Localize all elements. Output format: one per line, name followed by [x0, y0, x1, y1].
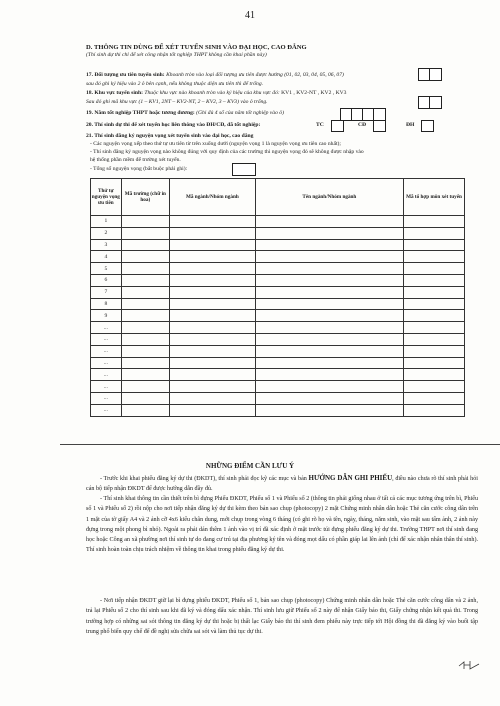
table-row [91, 333, 465, 345]
subject-combo-cell[interactable] [404, 239, 465, 251]
school-code-cell[interactable] [121, 263, 169, 275]
school-code-cell[interactable] [121, 322, 169, 334]
note-paragraph-1 [86, 473, 478, 495]
subject-combo-cell[interactable] [404, 322, 465, 334]
q20-label: 20. Thí sinh dự thi để xét tuyển học liên thông vào ĐH/CĐ, đã tốt nghiệp: [86, 122, 261, 128]
table-row [91, 310, 465, 322]
subject-combo-cell[interactable] [404, 404, 465, 416]
major-name-cell[interactable] [255, 298, 403, 310]
major-name-cell[interactable] [255, 381, 403, 393]
divider [60, 444, 500, 445]
major-name-cell[interactable] [255, 227, 403, 239]
q18-label: 18. Khu vực tuyển sinh: [86, 90, 143, 96]
major-code-cell[interactable] [169, 263, 255, 275]
table-row [91, 251, 465, 263]
q19-line [86, 110, 284, 116]
q18-line [86, 90, 346, 96]
q19-label: 19. Năm tốt nghiệp THPT hoặc tương đương: [86, 110, 195, 116]
major-name-cell[interactable] [255, 345, 403, 357]
school-code-cell[interactable] [121, 345, 169, 357]
major-code-cell[interactable] [169, 274, 255, 286]
school-code-cell[interactable] [121, 298, 169, 310]
choices-table-body [91, 216, 465, 417]
q17-line2: sau đó ghi ký hiệu vào 2 ô bên cạnh, nếu không thuộc diện ưu tiên thì để trống. [86, 81, 264, 87]
col-header-school-code: Mã trường (chữ in hoa) [121, 179, 169, 216]
table-row [91, 286, 465, 298]
major-code-cell[interactable] [169, 333, 255, 345]
priority-cell: 9 [91, 310, 122, 322]
table-header-row [91, 179, 465, 216]
table-row [91, 381, 465, 393]
school-code-cell[interactable] [121, 333, 169, 345]
major-code-cell[interactable] [169, 239, 255, 251]
q18-line2: Sau đó ghi mã khu vực (1 – KV1, 2NT – KV2-NT, 2 – KV2, 3 – KV3) vào ô trống. [86, 99, 268, 105]
table-row [91, 357, 465, 369]
q21-bullet-2b: hệ thống phần mềm để trường xét tuyển. [90, 157, 181, 163]
school-code-cell[interactable] [121, 357, 169, 369]
priority-cell: 2 [91, 227, 122, 239]
q20-cd-checkbox[interactable] [373, 120, 386, 132]
priority-cell: 1 [91, 216, 122, 228]
major-name-cell[interactable] [255, 333, 403, 345]
subject-combo-cell[interactable] [404, 251, 465, 263]
major-code-cell[interactable] [169, 392, 255, 404]
subject-combo-cell[interactable] [404, 345, 465, 357]
q17-line [86, 72, 344, 78]
initial-mark [458, 660, 480, 672]
school-code-cell[interactable] [121, 239, 169, 251]
priority-cell: ... [91, 322, 122, 334]
q20-tc-checkbox[interactable] [331, 120, 344, 132]
major-code-cell[interactable] [169, 310, 255, 322]
subject-combo-cell[interactable] [404, 286, 465, 298]
note-paragraph-3: - Nơi tiếp nhận ĐKDT giữ lại bì đựng phiếu ĐKDT, Phiếu số 1, bản sao chụp (photocopy) Chứng minh nhân dân hoặc Thẻ căn cước công dân và 2 ảnh, trả lại Phiếu số 2 cho thí sinh sau khi đã ký và đóng dấu xác nhận. Thí sinh lưu giữ Phiếu số 2 này để nhận Giấy báo thi, Giấy chứng nhận kết quả thi. Trong trường hợp có những sai sót thông tin đăng ký dự thi hoặc bị thất lạc Giấy báo thi thí sinh đem phiếu này trực tiếp tới Hội đồng thi đã đăng ký vào buổi tập trung phổ biến quy chế để đề nghị sửa chữa sai sót và làm thủ tục dự thi. [86, 598, 478, 635]
major-code-cell[interactable] [169, 322, 255, 334]
note-1-part-c: , điều nào chưa rõ thí sinh phải hỏi cán bộ tiếp nhận ĐKDT để được hướng dẫn đầy đủ. [86, 476, 478, 493]
table-row [91, 392, 465, 404]
subject-combo-cell[interactable] [404, 392, 465, 404]
subject-combo-cell[interactable] [404, 227, 465, 239]
major-code-cell[interactable] [169, 227, 255, 239]
q17-label: 17. Đối tượng ưu tiên tuyển sinh: [86, 72, 165, 78]
major-name-cell[interactable] [255, 274, 403, 286]
subject-combo-cell[interactable] [404, 310, 465, 322]
q21-label: 21. Thí sinh đăng ký nguyện vọng xét tuyển sinh vào đại học, cao đẳng [86, 133, 254, 139]
major-code-cell[interactable] [169, 345, 255, 357]
note-1-guide: HƯỚNG DẪN GHI PHIẾU [308, 474, 393, 482]
major-name-cell[interactable] [255, 286, 403, 298]
priority-cell: ... [91, 392, 122, 404]
priority-cell: ... [91, 381, 122, 393]
page-number: 41 [245, 10, 255, 21]
subject-combo-cell[interactable] [404, 333, 465, 345]
school-code-cell[interactable] [121, 369, 169, 381]
table-row [91, 216, 465, 228]
subject-combo-cell[interactable] [404, 381, 465, 393]
priority-cell: 7 [91, 286, 122, 298]
major-name-cell[interactable] [255, 404, 403, 416]
priority-cell: ... [91, 345, 122, 357]
school-code-cell[interactable] [121, 274, 169, 286]
q18-box-2[interactable] [429, 96, 442, 109]
major-name-cell[interactable] [255, 239, 403, 251]
priority-cell: 3 [91, 239, 122, 251]
table-row [91, 369, 465, 381]
major-code-cell[interactable] [169, 369, 255, 381]
q21-bullet-3: - Tổng số nguyện vọng (bắt buộc phải ghi): [90, 166, 188, 172]
q17-box-2[interactable] [429, 68, 442, 81]
section-title: D. THÔNG TIN DÙNG ĐỂ XÉT TUYỂN SINH VÀO ĐẠI HỌC, CAO ĐẲNG [86, 44, 307, 51]
school-code-cell[interactable] [121, 227, 169, 239]
school-code-cell[interactable] [121, 310, 169, 322]
priority-cell: ... [91, 333, 122, 345]
q19-text: (Ghi đủ 4 số của năm tốt nghiệp vào ô) [196, 110, 284, 116]
major-code-cell[interactable] [169, 251, 255, 263]
school-code-cell[interactable] [121, 251, 169, 263]
section-note: (Thí sinh dự thi chỉ để xét công nhận tốt nghiệp THPT không cần khai phần này) [86, 52, 267, 58]
major-code-cell[interactable] [169, 216, 255, 228]
col-header-major-code: Mã ngành/Nhóm ngành [169, 179, 255, 216]
subject-combo-cell[interactable] [404, 357, 465, 369]
q20-dh-checkbox[interactable] [421, 120, 434, 132]
major-name-cell[interactable] [255, 392, 403, 404]
priority-cell: 6 [91, 274, 122, 286]
subject-combo-cell[interactable] [404, 263, 465, 275]
subject-combo-cell[interactable] [404, 369, 465, 381]
major-name-cell[interactable] [255, 310, 403, 322]
school-code-cell[interactable] [121, 381, 169, 393]
table-row [91, 227, 465, 239]
priority-cell: 5 [91, 263, 122, 275]
school-code-cell[interactable] [121, 286, 169, 298]
signature-scribble-icon [458, 660, 480, 670]
table-row [91, 263, 465, 275]
q18-options: KV1 , KV2-NT , KV2 , KV3 [281, 90, 347, 96]
choices-table [90, 178, 465, 417]
q21-bullet-1: - Các nguyện vọng xếp theo thứ tự ưu tiên từ trên xuống dưới (nguyện vọng 1 là nguyện vọng ưu tiên cao nhất); [90, 141, 341, 147]
total-choices-input[interactable] [232, 163, 256, 176]
subject-combo-cell[interactable] [404, 216, 465, 228]
major-code-cell[interactable] [169, 286, 255, 298]
col-header-major-name: Tên ngành/Nhóm ngành [255, 179, 403, 216]
q18-text: Thuộc khu vực nào khoanh tròn vào ký hiệu của khu vực đó: [144, 90, 280, 96]
note-1-part-a: - Trước khi khai phiếu đăng ký dự thi (ĐKDT), thí sinh phải đọc kỹ các mục và bản [100, 476, 307, 482]
school-code-cell[interactable] [121, 216, 169, 228]
col-header-priority: Thứ tự nguyện vọng ưu tiên [91, 179, 122, 216]
major-name-cell[interactable] [255, 322, 403, 334]
table-row [91, 239, 465, 251]
school-code-cell[interactable] [121, 392, 169, 404]
priority-cell: 4 [91, 251, 122, 263]
col-header-subject-combo: Mã tổ hợp môn xét tuyển [404, 179, 465, 216]
major-name-cell[interactable] [255, 251, 403, 263]
priority-cell: 8 [91, 298, 122, 310]
q20-dh-label: ĐH [406, 122, 415, 128]
q17-text: Khoanh tròn vào loại đối tượng ưu tiên được hưởng (01, 02, 03, 04, 05, 06, 07) [166, 72, 344, 78]
priority-cell: ... [91, 404, 122, 416]
q20-cd-label: CĐ [358, 122, 367, 128]
major-name-cell[interactable] [255, 369, 403, 381]
table-row [91, 404, 465, 416]
q21-bullet-2: - Thí sinh đăng ký nguyện vọng nào không đúng với quy định của các trường thì nguyện vọng đó sẽ không được nhập vào [90, 149, 364, 155]
notes-title: NHỮNG ĐIỂM CẦN LƯU Ý [205, 462, 295, 470]
priority-cell: ... [91, 357, 122, 369]
table-row [91, 345, 465, 357]
school-code-cell[interactable] [121, 404, 169, 416]
q20-tc-label: TC [316, 122, 324, 128]
major-code-cell[interactable] [169, 298, 255, 310]
note-paragraph-2: - Thí sinh khai thông tin cần thiết trên bì đựng Phiếu ĐKDT, Phiếu số 1 và Phiếu số 2 (thông tin phải giống nhau ở tất cả các mục tương ứng trên bì, Phiếu số 1 và Phiếu số 2) rồi nộp cho nơi tiếp nhận đăng ký dự thi kèm theo bản sao chụp (photocopy) 2 mặt Chứng minh nhân dân hoặc Thẻ căn cước công dân trên 1 mặt của tờ giấy A4 và 2 ảnh cỡ 4x6 kiểu chân dung, mới chụp trong vòng 6 tháng (có ghi rõ họ và tên, ngày, tháng, năm sinh, vào mặt sau tấm ảnh, 2 ảnh này đựng trong một phong bì nhỏ). Ngoài ra phải dán thêm 1 ảnh vào vị trí đã xác định ở mặt trước túi đựng phiếu đăng ký dự thi. Trường THPT nơi thí sinh đang học hoặc Công an xã phường nơi thí sinh tự do đang cư trú tại địa phương ký tên và đóng mọt dấu có phần giáp lai lên ảnh (chỉ để xác nhận nhân thân thí sinh). Thí sinh hoàn toàn chịu trách nhiệm về thông tin khai trong phiếu đăng ký dự thi. [86, 496, 478, 554]
table-row [91, 274, 465, 286]
table-row [91, 322, 465, 334]
subject-combo-cell[interactable] [404, 298, 465, 310]
major-name-cell[interactable] [255, 263, 403, 275]
priority-cell: ... [91, 369, 122, 381]
major-name-cell[interactable] [255, 357, 403, 369]
major-name-cell[interactable] [255, 216, 403, 228]
major-code-cell[interactable] [169, 357, 255, 369]
major-code-cell[interactable] [169, 381, 255, 393]
table-row [91, 298, 465, 310]
subject-combo-cell[interactable] [404, 274, 465, 286]
major-code-cell[interactable] [169, 404, 255, 416]
